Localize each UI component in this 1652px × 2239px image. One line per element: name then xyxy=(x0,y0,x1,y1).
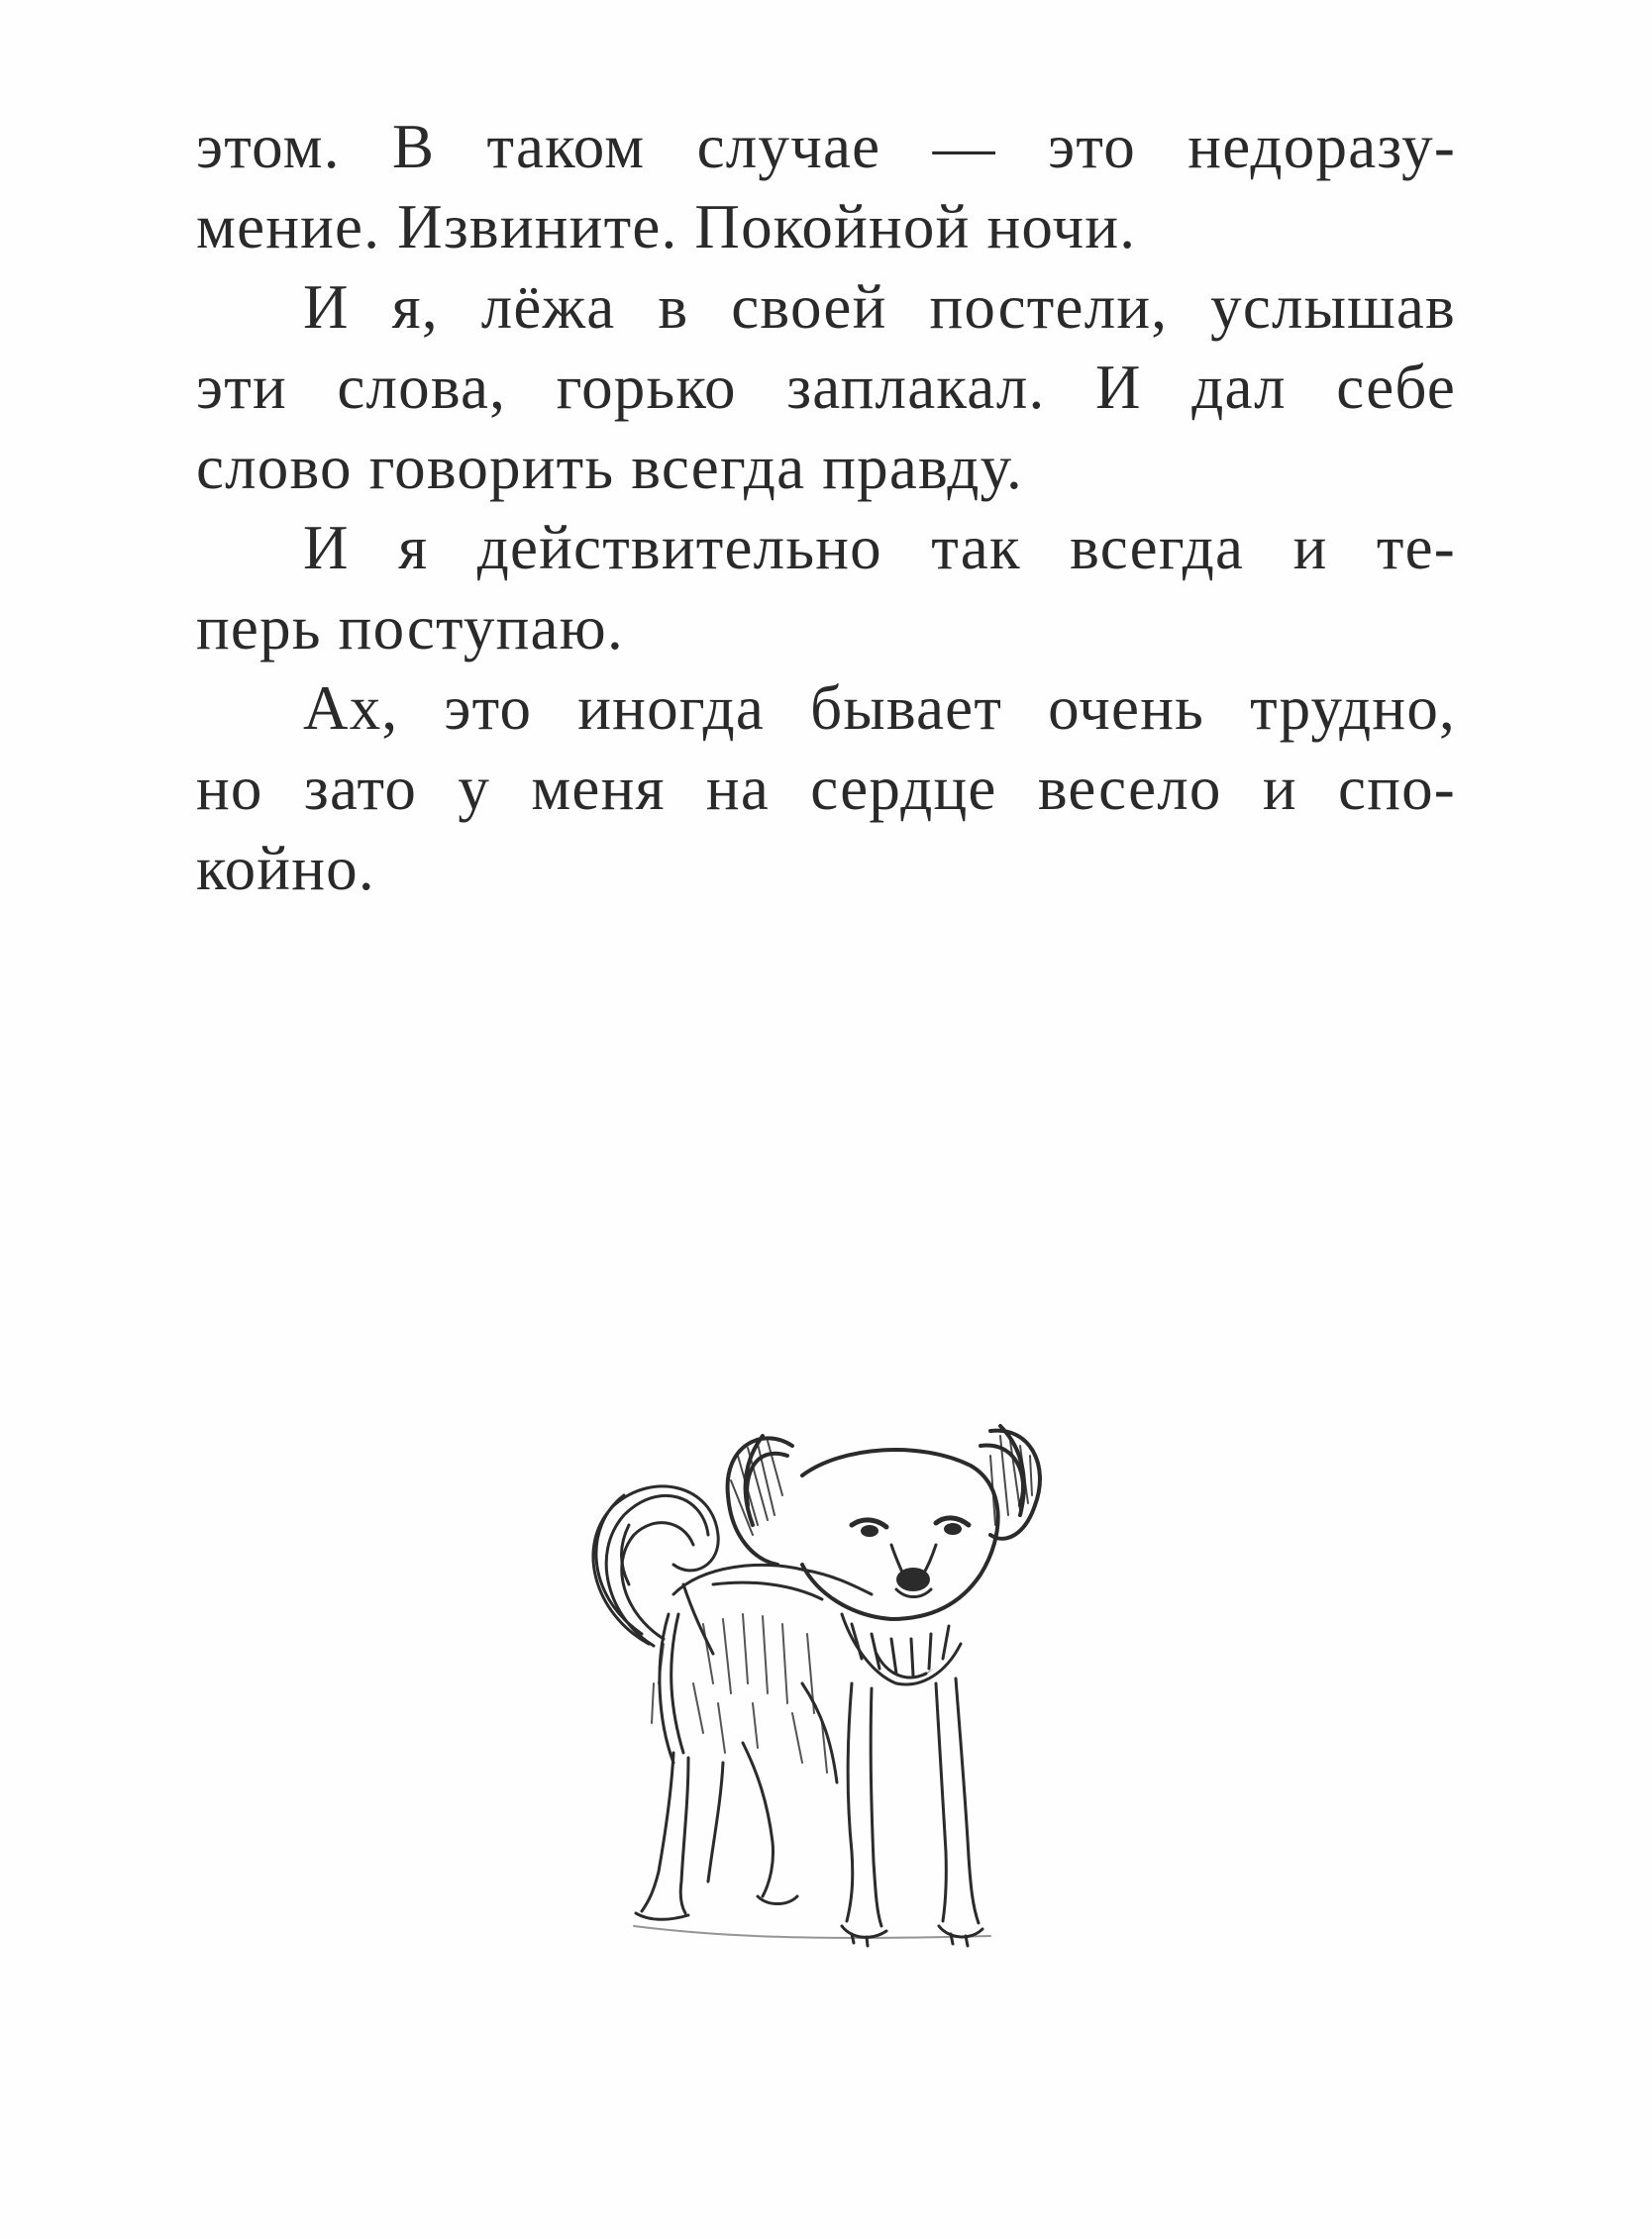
text-line: койно. xyxy=(196,834,375,903)
text-line: слово говорить всегда правду. xyxy=(196,433,1023,502)
text-line: перь поступаю. xyxy=(196,593,624,662)
text-line: И я действительно так всегда и те- xyxy=(303,513,1456,582)
text-line: И я, лёжа в своей постели, услышав xyxy=(303,272,1456,342)
text-line: но зато у меня на сердце весело и спо- xyxy=(196,754,1456,823)
text-line: мение. Извините. Покойной ночи. xyxy=(196,192,1137,261)
text-line: эти слова, горько заплакал. И дал себе xyxy=(196,353,1456,422)
text-line: Ах, это иногда бывает очень трудно, xyxy=(303,673,1456,743)
dog-sketch-icon xyxy=(555,1386,1109,1961)
text-line: этом. В таком случае — это недоразу- xyxy=(196,112,1456,181)
body-text xyxy=(196,107,1456,909)
